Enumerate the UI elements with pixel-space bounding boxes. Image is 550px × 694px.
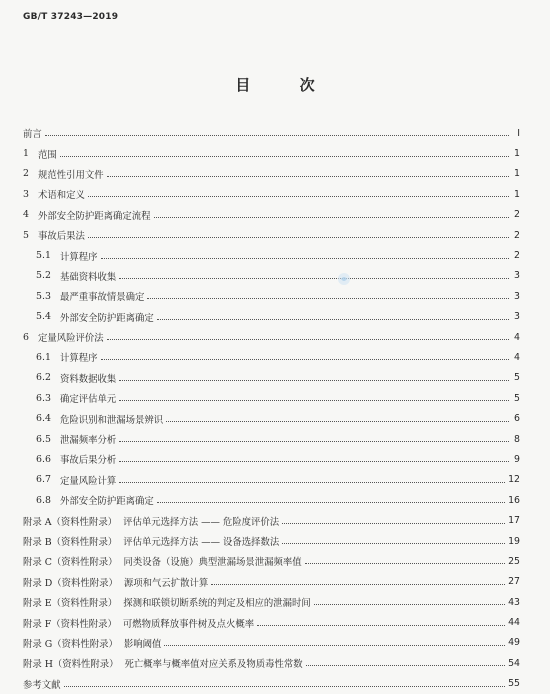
dot-leader: [119, 481, 505, 483]
toc-entry[interactable]: [23, 408, 520, 428]
table-of-contents: [23, 123, 520, 694]
toc-entry[interactable]: [23, 286, 520, 306]
toc-entry[interactable]: [23, 347, 520, 367]
toc-entry-number: 6.6: [36, 453, 51, 465]
dot-leader: [211, 583, 505, 585]
toc-entry-number: 附录 F（资料性附录）: [23, 618, 117, 630]
toc-entry-label: 死亡概率与概率值对应关系及物质毒性常数: [124, 659, 303, 671]
dot-leader: [147, 297, 509, 299]
dot-leader: [107, 338, 509, 340]
toc-entry[interactable]: [23, 612, 520, 632]
watermark-icon: [337, 272, 351, 286]
toc-entry[interactable]: [23, 510, 520, 530]
toc-entry-number: 6.4: [36, 413, 51, 425]
toc-entry-page: 3: [514, 290, 520, 302]
toc-entry[interactable]: [23, 633, 520, 653]
toc-entry-number: 附录 C（资料性附录）: [23, 557, 118, 569]
dot-leader: [164, 644, 505, 646]
toc-entry[interactable]: [23, 429, 520, 449]
toc-entry-number: 6.5: [36, 433, 51, 445]
toc-entry[interactable]: [23, 164, 520, 184]
dot-leader: [119, 460, 509, 462]
toc-entry[interactable]: [23, 327, 520, 347]
dot-leader: [166, 420, 509, 422]
toc-entry-page: 17: [508, 515, 520, 527]
toc-entry-label: 同类设备（设施）典型泄漏场景泄漏频率值: [123, 557, 302, 569]
toc-entry-page: 12: [508, 474, 520, 486]
toc-entry-label: 前言: [23, 129, 42, 141]
toc-entry-page: 4: [514, 331, 520, 343]
dot-leader: [157, 318, 509, 320]
toc-entry[interactable]: [23, 572, 520, 592]
toc-entry[interactable]: [23, 490, 520, 510]
toc-entry-label: 最严重事故情景确定: [60, 292, 145, 304]
toc-entry-page: 55: [508, 678, 520, 690]
toc-entry-number: 附录 G（资料性附录）: [23, 638, 118, 650]
toc-entry-page: 27: [508, 576, 520, 588]
standard-code-header: GB/T 37243—2019: [23, 12, 119, 22]
toc-entry-page: 9: [514, 453, 520, 465]
page-title: 目 次: [235, 76, 337, 94]
toc-entry-label: 泄漏频率分析: [60, 435, 117, 447]
toc-entry-page: 54: [508, 657, 520, 669]
toc-entry-label: 资料数据收集: [60, 373, 117, 385]
toc-entry-page: 1: [514, 148, 520, 160]
dot-leader: [119, 379, 509, 381]
toc-entry-number: 3: [23, 188, 29, 200]
toc-entry-label: 基础资料收集: [60, 271, 117, 283]
dot-leader: [282, 542, 505, 544]
toc-entry-label: 评估单元选择方法 —— 危险度评价法: [123, 516, 280, 528]
toc-entry-page: 16: [508, 494, 520, 506]
toc-entry[interactable]: [23, 205, 520, 225]
toc-entry-label: 计算程序: [60, 251, 98, 263]
toc-entry[interactable]: [23, 449, 520, 469]
toc-entry-number: 附录 E（资料性附录）: [23, 598, 118, 610]
dot-leader: [101, 358, 509, 360]
toc-entry[interactable]: [23, 143, 520, 163]
toc-entry-label: 外部安全防护距离确定: [60, 496, 154, 508]
toc-entry[interactable]: [23, 225, 520, 245]
toc-entry-label: 探测和联锁切断系统的判定及相应的泄漏时间: [123, 598, 311, 610]
toc-entry[interactable]: [23, 470, 520, 490]
dot-leader: [88, 236, 509, 238]
toc-entry-label: 危险识别和泄漏场景辨识: [60, 414, 164, 426]
dot-leader: [305, 562, 505, 564]
toc-entry-number: 5.1: [36, 250, 51, 262]
toc-entry-number: 4: [23, 209, 29, 221]
toc-entry[interactable]: [23, 368, 520, 388]
toc-entry-number: 1: [23, 148, 29, 160]
toc-entry-page: 5: [514, 392, 520, 404]
toc-entry[interactable]: [23, 307, 520, 327]
toc-entry[interactable]: [23, 123, 520, 143]
toc-entry-page: 8: [514, 433, 520, 445]
toc-entry[interactable]: [23, 674, 520, 694]
toc-entry-number: 5.4: [36, 311, 51, 323]
toc-entry[interactable]: [23, 266, 520, 286]
toc-entry-label: 参考文献: [23, 679, 61, 691]
toc-entry-label: 影响阈值: [123, 638, 162, 650]
toc-entry-number: 5.3: [36, 290, 51, 302]
toc-entry-number: 5.2: [36, 270, 51, 282]
toc-entry[interactable]: [23, 551, 520, 571]
dot-leader: [306, 664, 505, 666]
toc-entry-number: 5: [23, 229, 29, 241]
toc-entry-label: 计算程序: [60, 353, 98, 365]
toc-entry-number: 6.3: [36, 392, 51, 404]
dot-leader: [314, 603, 505, 605]
toc-entry-number: 6.1: [36, 351, 51, 363]
toc-entry[interactable]: [23, 531, 520, 551]
toc-entry-label: 源项和气云扩散计算: [123, 577, 209, 589]
toc-entry-number: 附录 A（资料性附录）: [23, 516, 118, 528]
toc-entry-label: 事故后果分析: [60, 455, 117, 467]
toc-entry-page: 19: [508, 535, 520, 547]
dot-leader: [119, 399, 509, 401]
toc-entry-number: 附录 H（资料性附录）: [23, 659, 119, 671]
toc-entry-page: 49: [508, 637, 520, 649]
toc-entry-label: 事故后果法: [38, 231, 85, 243]
toc-entry-label: 范围: [38, 149, 57, 161]
toc-entry-number: 附录 B（资料性附录）: [23, 537, 118, 548]
dot-leader: [157, 501, 505, 503]
dot-leader: [64, 685, 506, 687]
toc-entry-label: 定量风险计算: [60, 475, 117, 487]
toc-entry[interactable]: [23, 653, 520, 673]
dot-leader: [101, 257, 509, 259]
toc-entry-label: 确定评估单元: [60, 394, 117, 406]
toc-entry-number: 附录 D（资料性附录）: [23, 577, 118, 589]
toc-entry-page: 44: [508, 617, 520, 629]
toc-entry-label: 外部安全防护距离确定流程: [38, 210, 151, 222]
toc-entry-page: 2: [514, 250, 520, 262]
dot-leader: [60, 155, 509, 157]
dot-leader: [119, 440, 509, 442]
toc-entry-label: 术语和定义: [38, 190, 85, 202]
dot-leader: [119, 277, 509, 279]
toc-entry-page: 3: [514, 270, 520, 282]
toc-entry-number: 6.2: [36, 372, 51, 384]
toc-entry-number: 6: [23, 331, 29, 343]
toc-entry-page: 2: [514, 209, 520, 221]
toc-entry-label: 评估单元选择方法 —— 设备选择数法: [123, 537, 280, 548]
toc-entry-number: 6.8: [36, 494, 51, 506]
toc-entry[interactable]: [23, 184, 520, 204]
toc-entry-page: 1: [514, 168, 520, 180]
toc-entry-page: 25: [508, 555, 520, 567]
toc-entry-page: 2: [514, 229, 520, 241]
dot-leader: [282, 522, 505, 524]
toc-entry-page: 4: [514, 351, 520, 363]
toc-entry-page: Ⅰ: [517, 127, 520, 139]
toc-entry-page: 5: [514, 372, 520, 384]
toc-entry-label: 规范性引用文件: [38, 169, 104, 181]
toc-entry-label: 可燃物质释放事件树及点火概率: [122, 618, 255, 630]
toc-entry-page: 1: [514, 188, 520, 200]
toc-entry[interactable]: [23, 245, 520, 265]
dot-leader: [45, 134, 509, 136]
toc-entry-page: 3: [514, 311, 520, 323]
toc-entry[interactable]: [23, 592, 520, 612]
toc-entry-label: 外部安全防护距离确定: [60, 312, 154, 324]
toc-entry-number: 6.7: [36, 474, 51, 486]
dot-leader: [88, 195, 509, 197]
toc-entry-number: 2: [23, 168, 29, 180]
dot-leader: [257, 624, 505, 626]
dot-leader: [107, 175, 509, 177]
toc-entry-page: 6: [514, 413, 520, 425]
toc-entry[interactable]: [23, 388, 520, 408]
toc-entry-page: 43: [508, 596, 520, 608]
dot-leader: [154, 216, 509, 218]
toc-entry-label: 定量风险评价法: [38, 333, 104, 345]
